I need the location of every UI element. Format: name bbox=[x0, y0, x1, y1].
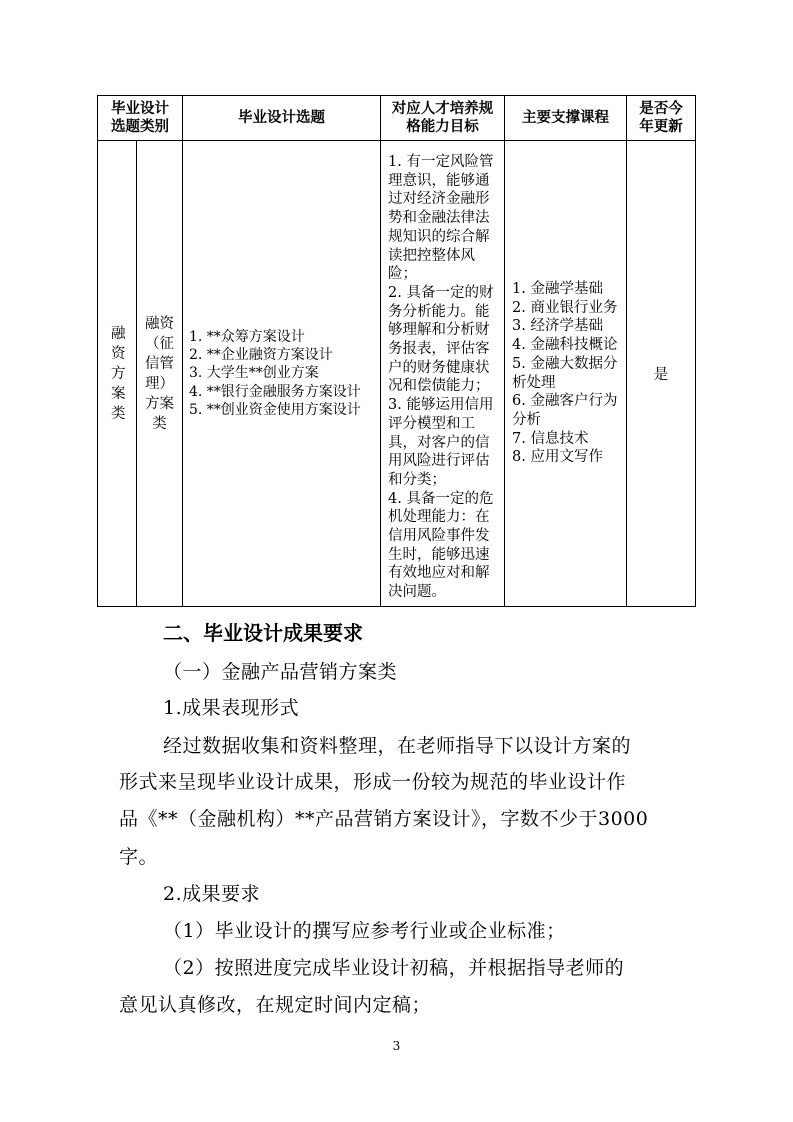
paragraph-line: 经过数据收集和资料整理，在老师指导下以设计方案的 bbox=[163, 735, 632, 757]
list-item: 8. 应用文写作 bbox=[512, 449, 603, 466]
topics-cell bbox=[183, 141, 381, 607]
paragraph-line: 字。 bbox=[119, 846, 159, 868]
category-text: 融资方案类 bbox=[111, 325, 126, 422]
list-item: 4. **银行金融服务方案设计 bbox=[189, 383, 361, 400]
header-category: 毕业设计 选题类别 bbox=[98, 96, 183, 141]
list-item: 3. 能够运用信用评分模型和工具，对客户的信用风险进行评估和分类； bbox=[388, 397, 494, 488]
list-item: 5. 金融大数据分析处理 bbox=[512, 355, 618, 391]
header-updated: 是否今 年更新 bbox=[627, 96, 696, 141]
list-item: 4. 具备一定的危机处理能力：在信用风险事件发生时，能够迅速有效地应对和解决问题。 bbox=[388, 490, 494, 601]
list-item: 5. **创业资金使用方案设计 bbox=[189, 401, 361, 418]
paragraph-line: 品《**（金融机构）**产品营销方案设计》，字数不少于3000 bbox=[119, 808, 649, 830]
list-item: 1. 有一定风险管理意识，能够通过对经济金融形势和金融法律法规知识的综合解读把控整体风险； bbox=[388, 154, 494, 283]
item1-title: 1.成果表现形式 bbox=[163, 697, 300, 719]
list-item: 3. 大学生**创业方案 bbox=[189, 365, 319, 382]
design-topics-table bbox=[97, 95, 696, 607]
section-heading: 二、毕业设计成果要求 bbox=[163, 621, 363, 645]
updated-cell bbox=[627, 141, 696, 607]
courses-cell bbox=[505, 141, 627, 607]
list-item: 1. 金融学基础 bbox=[512, 280, 603, 297]
table-row bbox=[98, 141, 696, 607]
header-ability: 对应人才培养规 格能力目标 bbox=[381, 96, 505, 141]
ability-list bbox=[381, 141, 504, 602]
ability-cell bbox=[381, 141, 505, 607]
subcategory-cell bbox=[137, 141, 183, 607]
requirement-1: （1）毕业设计的撰写应参考行业或企业标准； bbox=[163, 920, 566, 942]
paragraph-line: 意见认真修改，在规定时间内定稿； bbox=[119, 994, 432, 1016]
list-item: 4. 金融科技概论 bbox=[512, 337, 618, 354]
updated-value: 是 bbox=[653, 367, 669, 383]
topics-list bbox=[183, 328, 380, 419]
page-number: 3 bbox=[392, 1039, 401, 1053]
list-item: 6. 金融客户行为分析 bbox=[512, 393, 618, 428]
list-item: 2. **企业融资方案设计 bbox=[189, 347, 333, 364]
list-item: 3. 经济学基础 bbox=[512, 318, 603, 335]
category-cell bbox=[98, 141, 137, 607]
sub-heading: （一）金融产品营销方案类 bbox=[163, 661, 398, 683]
paragraph-line: 形式来呈现毕业设计成果，形成一份较为规范的毕业设计作 bbox=[119, 771, 627, 793]
subcategory-text: 融资（征信管理）方案类 bbox=[145, 315, 174, 432]
list-item: 7. 信息技术 bbox=[512, 430, 589, 447]
list-item: 2. 商业银行业务 bbox=[512, 299, 618, 316]
list-item: 2. 具备一定的财务分析能力。能够理解和分析财务报表，评估客户的财务健康状况和偿债能力； bbox=[388, 284, 494, 395]
table-header-row bbox=[98, 96, 696, 141]
header-topic: 毕业设计选题 bbox=[183, 96, 381, 141]
item2-title: 2.成果要求 bbox=[163, 883, 261, 905]
courses-list bbox=[505, 280, 626, 467]
paragraph-line: （2）按照进度完成毕业设计初稿，并根据指导老师的 bbox=[163, 957, 625, 979]
header-courses: 主要支撑课程 bbox=[505, 96, 627, 141]
list-item: 1. **众筹方案设计 bbox=[189, 328, 305, 345]
